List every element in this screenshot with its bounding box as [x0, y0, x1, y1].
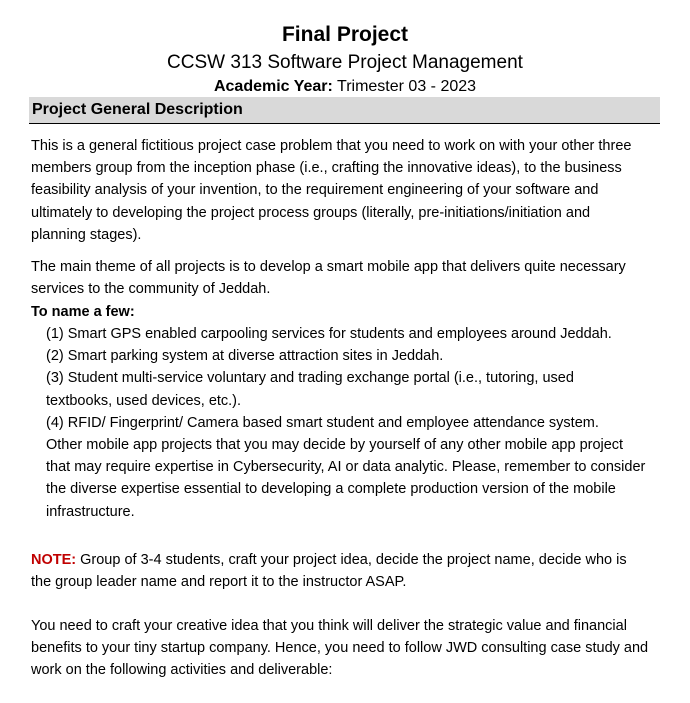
note-paragraph [31, 549, 671, 593]
list-item: infrastructure. [46, 503, 135, 520]
list-item: that may require expertise in Cybersecurity, AI or data analytic. Please, remember to consider [46, 459, 646, 476]
project-ideas-list [46, 323, 676, 523]
academic-year-label: Academic Year: [213, 78, 333, 95]
text-line: You need to craft your creative idea that you think will deliver the strategic value and financial [31, 618, 627, 634]
list-item: (2) Smart parking system at diverse attraction sites in Jeddah. [46, 348, 444, 365]
course-title: CCSW 313 Software Project Management [167, 52, 523, 73]
academic-year-value: Trimester 03 - 2023 [332, 78, 477, 95]
text-line [31, 549, 671, 571]
text-line: ultimately to developing the project process groups (literally, pre-initiations/initiation and [31, 204, 591, 221]
text-line: services to the community of Jeddah. [31, 281, 271, 298]
list-item: textbooks, used devices, etc.). [46, 392, 242, 409]
text-line: the group leader name and report it to the instructor ASAP. [31, 574, 407, 591]
section-heading: Project General Description [32, 101, 243, 118]
list-item: (3) Student multi-service voluntary and trading exchange portal (i.e., tutoring, used [46, 370, 574, 387]
note-label: NOTE: [31, 552, 77, 568]
text-line: This is a general fictitious project case problem that you need to work on with your other three [31, 138, 632, 154]
text-line: planning stages). [31, 226, 142, 243]
text-line: members group from the inception phase (i.e., crafting the innovative ideas), to the business [31, 160, 622, 177]
note-text: Group of 3-4 students, craft your project idea, decide the project name, decide who is [76, 552, 627, 568]
text-line: benefits to your tiny startup company. Hence, you need to follow JWD consulting case study and [31, 640, 649, 657]
text-line: The main theme of all projects is to develop a smart mobile app that delivers quite necessary [31, 259, 626, 275]
document-title: Final Project [281, 23, 409, 46]
closing-paragraph [31, 615, 671, 682]
section-heading-bar [29, 97, 660, 124]
list-item: (1) Smart GPS enabled carpooling services for students and employees around Jeddah. [46, 326, 612, 342]
list-item: (4) RFID/ Fingerprint/ Camera based smart student and employee attendance system. [46, 414, 599, 431]
text-line: work on the following activities and deliverable: [31, 662, 333, 679]
text-line: feasibility analysis of your invention, to the requirement engineering of your software and [31, 182, 599, 199]
intro-paragraph [31, 135, 671, 246]
to-name-few-heading: To name a few: [31, 304, 135, 320]
academic-year [0, 76, 690, 98]
theme-paragraph [31, 256, 671, 300]
list-item: the diverse expertise essential to developing a complete production version of the mobile [46, 481, 616, 498]
list-item: Other mobile app projects that you may decide by yourself of any other mobile app project [46, 437, 624, 454]
